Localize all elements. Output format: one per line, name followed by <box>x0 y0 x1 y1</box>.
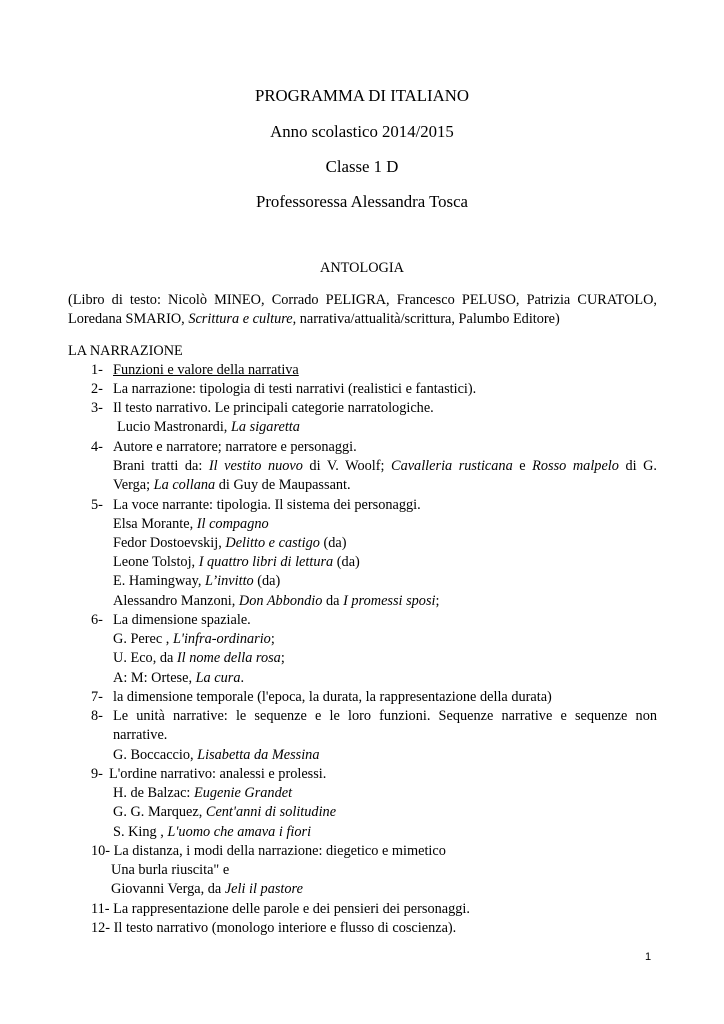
reading-entry: E. Hamingway, L’invitto (da) <box>113 573 281 589</box>
reading-entry: Alessandro Manzoni, Don Abbondio da I promessi sposi; <box>113 593 440 609</box>
reading-entry: H. de Balzac: Eugenie Grandet <box>113 785 293 801</box>
list-item: Il testo narrativo. Le principali categorie narratologiche. <box>113 400 434 416</box>
list-item: L'ordine narrativo: analessi e prolessi. <box>109 766 327 782</box>
reading-entry: Elsa Morante, Il compagno <box>113 516 269 532</box>
section-title: ANTOLOGIA <box>320 260 404 276</box>
page-title: PROGRAMMA DI ITALIANO <box>254 86 470 105</box>
item-number: 7- <box>91 689 103 705</box>
school-year: Anno scolastico 2014/2015 <box>270 122 454 141</box>
item-number: 3- <box>91 400 103 416</box>
reading-entry: Verga; La collana di Guy de Maupassant. <box>113 477 351 493</box>
list-item: Funzioni e valore della narrativa <box>113 362 299 378</box>
item-number: 2- <box>91 381 103 397</box>
list-item: 12- Il testo narrativo (monologo interiore e flusso di coscienza). <box>91 920 457 936</box>
list-item: La narrazione: tipologia di testi narrativi (realistici e fantastici). <box>113 381 477 397</box>
list-item-continued: narrative. <box>113 727 168 743</box>
teacher-name: Professoressa Alessandra Tosca <box>256 192 468 211</box>
reading-entry: Brani tratti da: Il vestito nuovo di V. Woolf; Cavalleria rusticana e Rosso malpelo di G. <box>113 458 657 474</box>
list-item: la dimensione temporale (l'epoca, la durata, la rappresentazione della durata) <box>113 689 552 705</box>
reading-entry: Fedor Dostoevskij, Delitto e castigo (da) <box>113 535 347 551</box>
reading-entry: G. Perec , L'infra-ordinario; <box>113 631 275 647</box>
class-label: Classe 1 D <box>325 157 399 176</box>
item-number: 8- <box>91 708 103 724</box>
reading-entry: G. Boccaccio, Lisabetta da Messina <box>113 747 320 763</box>
textbook-line-2: Loredana SMARIO, Scrittura e culture, narrativa/attualità/scrittura, Palumbo Editore) <box>68 311 560 327</box>
reading-entry: G. G. Marquez, Cent'anni di solitudine <box>113 804 337 820</box>
item-number: 4- <box>91 439 103 455</box>
item-number: 9- <box>91 766 103 782</box>
reading-entry: Lucio Mastronardi, La sigaretta <box>117 419 300 435</box>
reading-entry: U. Eco, da Il nome della rosa; <box>113 650 285 666</box>
list-item: 10- La distanza, i modi della narrazione: diegetico e mimetico <box>91 843 446 859</box>
item-number: 5- <box>91 497 103 513</box>
reading-entry: Una burla riuscita" e <box>111 862 230 878</box>
textbook-line-1: (Libro di testo: Nicolò MINEO, Corrado PELIGRA, Francesco PELUSO, Patrizia CURATOLO, <box>68 292 657 308</box>
reading-entry: S. King , L'uomo che amava i fiori <box>113 824 312 840</box>
reading-entry: A: M: Ortese, La cura. <box>113 670 245 686</box>
item-number: 6- <box>91 612 103 628</box>
list-item: 11- La rappresentazione delle parole e dei pensieri dei personaggi. <box>91 901 470 917</box>
item-number: 1- <box>91 362 103 378</box>
reading-entry: Giovanni Verga, da Jeli il pastore <box>111 881 303 897</box>
page-number: 1 <box>645 951 652 963</box>
reading-entry: Leone Tolstoj, I quattro libri di lettura (da) <box>113 554 360 570</box>
list-item: Le unità narrative: le sequenze e le loro funzioni. Sequenze narrative e sequenze non <box>113 708 657 724</box>
subsection-title: LA NARRAZIONE <box>68 343 183 359</box>
list-item: La dimensione spaziale. <box>113 612 251 628</box>
list-item: Autore e narratore; narratore e personaggi. <box>113 439 357 455</box>
list-item: La voce narrante: tipologia. Il sistema dei personaggi. <box>113 497 421 513</box>
